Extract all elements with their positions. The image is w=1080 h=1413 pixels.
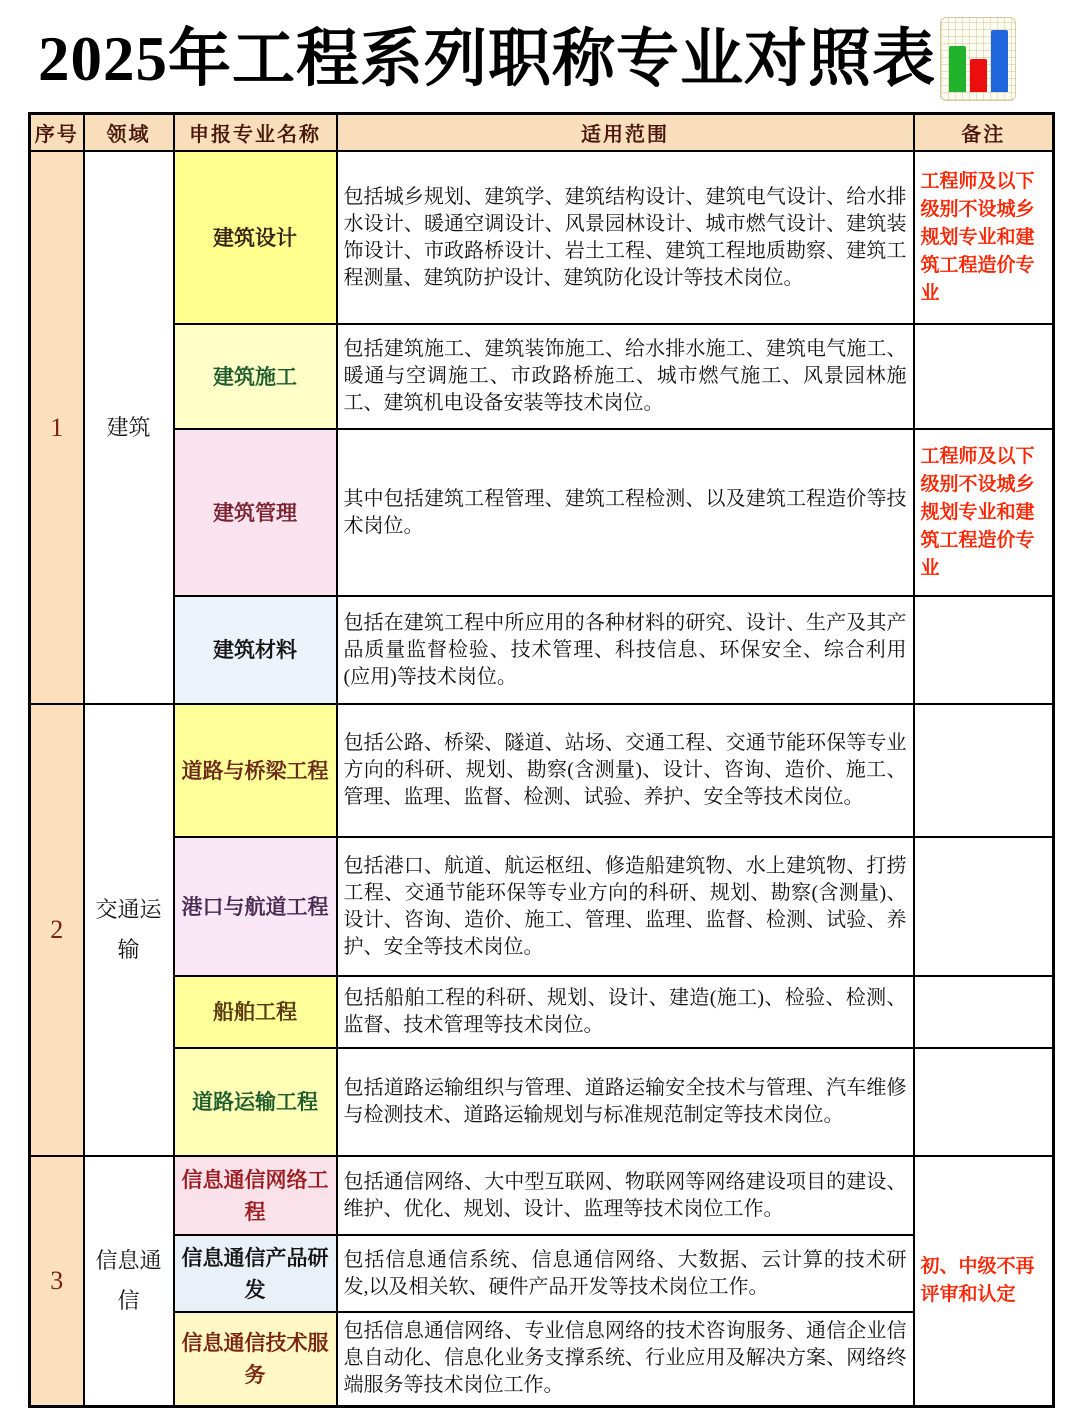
major-cell: 道路与桥梁工程 (174, 704, 337, 837)
major-cell: 信息通信产品研发 (174, 1235, 337, 1312)
header-field: 领域 (84, 114, 174, 152)
note-cell (914, 596, 1054, 704)
table-row (30, 596, 1054, 704)
green-bar (949, 46, 966, 92)
index-cell: 1 (30, 151, 84, 704)
major-cell: 建筑材料 (174, 596, 337, 704)
major-cell: 道路运输工程 (174, 1048, 337, 1156)
table-row (30, 704, 1054, 837)
field-cell: 建筑 (84, 151, 174, 704)
table-row (30, 837, 1054, 976)
field-cell: 信息通信 (84, 1156, 174, 1406)
table-row (30, 1156, 1054, 1235)
note-cell (914, 837, 1054, 976)
comparison-table (28, 112, 1055, 1408)
major-cell: 船舶工程 (174, 976, 337, 1048)
scope-cell: 包括公路、桥梁、隧道、站场、交通工程、交通节能环保等专业方向的科研、规划、勘察(含测量)、设计、咨询、造价、施工、管理、监理、监督、检测、试验、养护、安全等技术岗位。 (337, 704, 914, 837)
scope-cell: 包括信息通信网络、专业信息网络的技术咨询服务、通信企业信息自动化、信息化业务支撑系统、行业应用及解决方案、网络终端服务等技术岗位工作。 (337, 1312, 914, 1406)
header-row (30, 114, 1054, 152)
title-bar (0, 0, 1080, 112)
note-cell (914, 324, 1054, 429)
note-cell (914, 976, 1054, 1048)
note-cell (914, 1048, 1054, 1156)
scope-cell: 包括城乡规划、建筑学、建筑结构设计、建筑电气设计、给水排水设计、暖通空调设计、风景园林设计、城市燃气设计、建筑装饰设计、市政路桥设计、岩土工程、建筑工程地质勘察、建筑工程测量、建筑防护设计、建筑防化设计等技术岗位。 (337, 151, 914, 324)
major-cell: 信息通信技术服务 (174, 1312, 337, 1406)
scope-cell: 包括港口、航道、航运枢纽、修造船建筑物、水上建筑物、打捞工程、交通节能环保等专业方向的科研、规划、勘察(含测量)、设计、咨询、造价、施工、管理、监理、监督、检测、试验、养护、安全等技术岗位。 (337, 837, 914, 976)
index-cell: 3 (30, 1156, 84, 1406)
note-cell: 工程师及以下级别不设城乡规划专业和建筑工程造价专业 (914, 151, 1054, 324)
major-cell: 建筑管理 (174, 429, 337, 596)
header-scope: 适用范围 (337, 114, 914, 152)
major-cell: 建筑设计 (174, 151, 337, 324)
major-cell: 信息通信网络工程 (174, 1156, 337, 1235)
table-row (30, 1048, 1054, 1156)
scope-cell: 包括信息通信系统、信息通信网络、大数据、云计算的技术研发,以及相关软、硬件产品开发等技术岗位工作。 (337, 1235, 914, 1312)
header-note: 备注 (914, 114, 1054, 152)
note-cell: 初、中级不再评审和认定 (914, 1156, 1054, 1406)
table-row (30, 151, 1054, 324)
major-cell: 建筑施工 (174, 324, 337, 429)
red-bar (970, 59, 987, 92)
bar-chart-icon (940, 17, 1016, 101)
scope-cell: 包括在建筑工程中所应用的各种材料的研究、设计、生产及其产品质量监督检验、技术管理、科技信息、环保安全、综合利用(应用)等技术岗位。 (337, 596, 914, 704)
table-row (30, 976, 1054, 1048)
scope-cell: 包括通信网络、大中型互联网、物联网等网络建设项目的建设、维护、优化、规划、设计、监理等技术岗位工作。 (337, 1156, 914, 1235)
header-major: 申报专业名称 (174, 114, 337, 152)
table-row (30, 324, 1054, 429)
blue-bar (991, 30, 1008, 92)
note-cell: 工程师及以下级别不设城乡规划专业和建筑工程造价专业 (914, 429, 1054, 596)
header-no: 序号 (30, 114, 84, 152)
scope-cell: 包括道路运输组织与管理、道路运输安全技术与管理、汽车维修与检测技术、道路运输规划与标准规范制定等技术岗位。 (337, 1048, 914, 1156)
index-cell: 2 (30, 704, 84, 1156)
table-row (30, 1235, 1054, 1312)
table-row (30, 1312, 1054, 1406)
major-cell: 港口与航道工程 (174, 837, 337, 976)
page-title: 2025年工程系列职称专业对照表 (38, 23, 936, 94)
scope-cell: 包括船舶工程的科研、规划、设计、建造(施工)、检验、检测、监督、技术管理等技术岗位。 (337, 976, 914, 1048)
note-cell (914, 704, 1054, 837)
table-row (30, 429, 1054, 596)
scope-cell: 包括建筑施工、建筑装饰施工、给水排水施工、建筑电气施工、暖通与空调施工、市政路桥施工、城市燃气施工、风景园林施工、建筑机电设备安装等技术岗位。 (337, 324, 914, 429)
field-cell: 交通运输 (84, 704, 174, 1156)
scope-cell: 其中包括建筑工程管理、建筑工程检测、以及建筑工程造价等技术岗位。 (337, 429, 914, 596)
